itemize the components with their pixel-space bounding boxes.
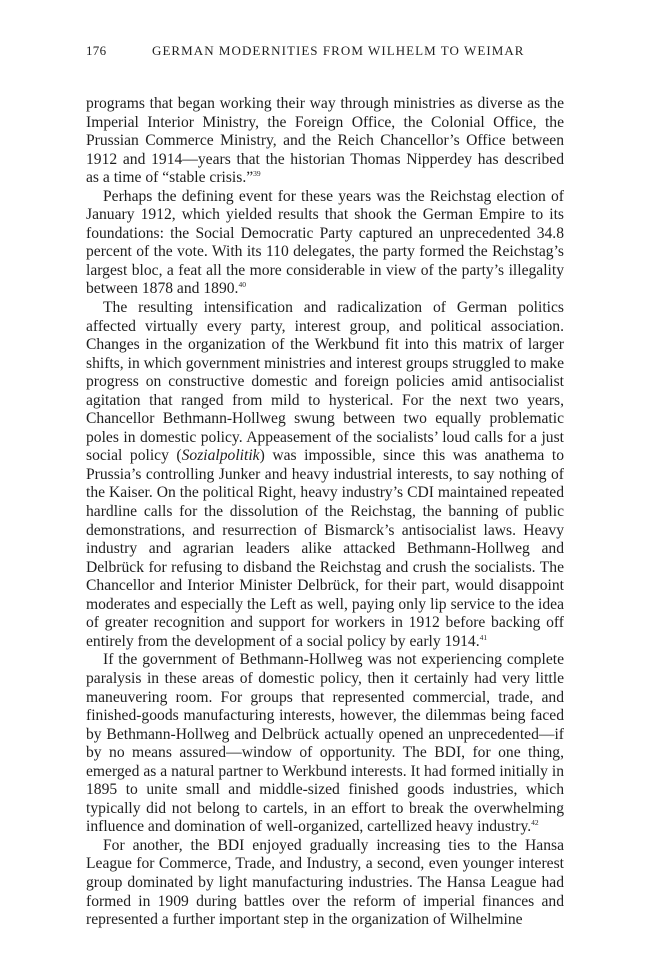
page-number: 176 <box>86 43 107 58</box>
body-text <box>86 95 564 930</box>
paragraph <box>86 299 564 651</box>
footnote-marker: 42 <box>531 818 539 828</box>
paragraph-text: If the government of Bethmann-Hollweg was not experiencing complete paralysis in these areas of domestic policy, then it certainly had very little maneuvering room. For groups that represented commercial, trade, and finished-goods manufacturing interests, however, the dilemmas being faced by Bethmann-Hollweg and Delbrück actually opened an unprecedented—if by no means assured—window of opportunity. The BDI, for one thing, emerged as a natural partner to Werkbund interests. It had formed initially in 1895 to unite small and middle-sized finished goods industries, which typically did not belong to cartels, in an effort to break the overwhelming influence and domination of well-organized, cartellized heavy industry. <box>86 651 564 836</box>
paragraph <box>86 188 564 299</box>
paragraph <box>86 95 564 188</box>
footnote-marker: 40 <box>238 280 246 290</box>
italic-term: Sozialpolitik <box>181 447 260 465</box>
paragraph <box>86 837 564 930</box>
paragraph-text: ) was impossible, since this was anathema to Prussia’s controlling Junker and heavy industrial interests, to say nothing of the Kaiser. On the political Right, heavy industry’s CDI maintained repeated hardline calls for the dissolution of the Reichstag, the banning of public demonstrations, and resurrection of Bismarck’s antisocialist laws. Heavy industry and agrarian leaders alike attacked Bethmann-Hollweg and Delbrück for refusing to disband the Reichstag and crush the socialists. The Chancellor and Interior Minister Delbrück, for their part, would disappoint moderates and especially the Left as well, paying only lip service to the idea of greater recognition and support for workers in 1912 before backing off entirely from the development of a social policy by early 1914. <box>86 447 564 650</box>
paragraph-text: The resulting intensification and radicalization of German politics affected virtually every party, interest group, and political association. Changes in the organization of the Werkbund fit into this matrix of larger shifts, in which government ministries and interest groups struggled to make progress on constructive domestic and foreign policies amid antisocialist agitation that ranged from mild to hysterical. For the next two years, Chancellor Bethmann-Hollweg swung between two equally problematic poles in domestic policy. Appeasement of the socialists’ loud calls for a just social policy ( <box>86 299 564 465</box>
footnote-marker: 39 <box>253 169 261 179</box>
paragraph <box>86 651 564 836</box>
running-head: GERMAN MODERNITIES FROM WILHELM TO WEIMAR <box>152 43 525 58</box>
footnote-marker: 41 <box>479 632 488 642</box>
paragraph-text: programs that began working their way through ministries as diverse as the Imperial Interior Ministry, the Foreign Office, the Colonial Office, the Prussian Commerce Ministry, and the Reich Chancellor’s Office between 1912 and 1914—years that the historian Thomas Nipperdey has described as a time of “stable crisis.” <box>86 95 564 187</box>
page-header <box>86 43 566 59</box>
paragraph-text: Perhaps the defining event for these years was the Reichstag election of January 1912, which yielded results that shook the German Empire to its foundations: the Social Democratic Party captured an unprecedented 34.8 percent of the vote. With its 110 delegates, the party formed the Reichstag’s largest bloc, a feat all the more considerable in view of the party’s illegality between 1878 and 1890. <box>86 187 564 298</box>
paragraph-text: For another, the BDI enjoyed gradually increasing ties to the Hansa League for Commerce, Trade, and Industry, a second, even younger interest group dominated by light manufacturing industries. The Hansa League had formed in 1909 during battles over the reform of imperial finances and represented a further important step in the organization of Wilhelmine <box>86 836 564 929</box>
